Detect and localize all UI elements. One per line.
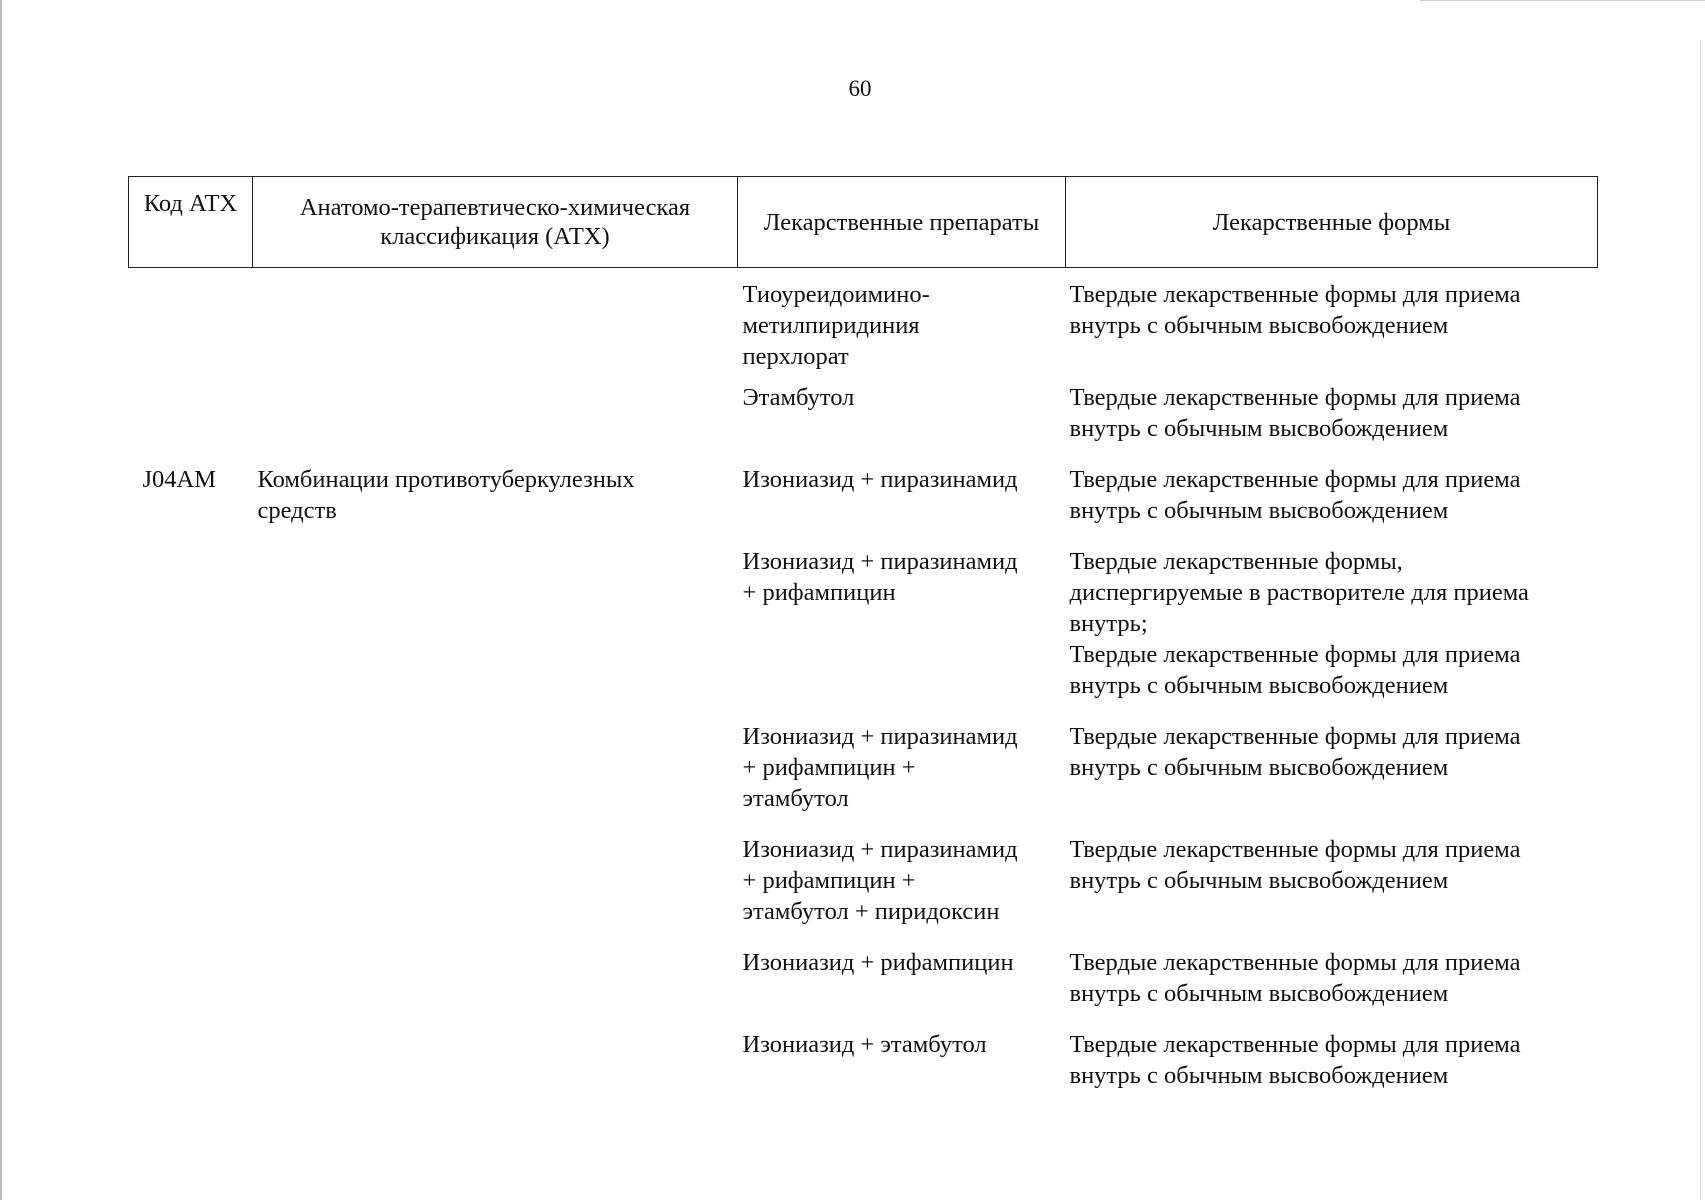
table-header (129, 177, 1598, 268)
drug-line: этамбутол + пиридоксин (742, 898, 1000, 925)
cell-classification (253, 546, 738, 721)
drug-line: Тиоуреидоимино- (742, 281, 930, 308)
form-line: диспергируемые в растворителе для приема (1069, 579, 1529, 606)
cell-code (129, 382, 253, 464)
cell-code (129, 268, 253, 383)
cell-drug (738, 382, 1066, 464)
classification-line: средств (257, 497, 337, 524)
table-row (129, 947, 1598, 1029)
table-row (129, 1029, 1598, 1111)
scan-edge-top (1420, 0, 1705, 1)
cell-form (1066, 1029, 1598, 1111)
cell-form (1066, 721, 1598, 834)
header-classification-line: классификация (АТХ) (380, 223, 610, 250)
form-line: Твердые лекарственные формы для приема (1069, 466, 1521, 493)
scan-edge-left (0, 0, 2, 1200)
cell-drug (738, 834, 1066, 947)
form-line: внутрь с обычным высвобождением (1069, 312, 1449, 339)
form-line: Твердые лекарственные формы для приема (1069, 723, 1521, 750)
cell-form (1066, 382, 1598, 464)
drug-line: этамбутол (742, 785, 849, 812)
form-line: внутрь с обычным высвобождением (1069, 867, 1449, 894)
form-line: внутрь с обычным высвобождением (1069, 980, 1449, 1007)
cell-classification (253, 382, 738, 464)
classification-line: Комбинации противотуберкулезных (257, 466, 635, 493)
form-line: Твердые лекарственные формы для приема (1069, 949, 1521, 976)
table-row (129, 834, 1598, 947)
cell-drug (738, 546, 1066, 721)
form-line: Твердые лекарственные формы для приема (1069, 836, 1521, 863)
form-line: внутрь; (1069, 610, 1148, 637)
cell-drug (738, 721, 1066, 834)
form-line: внутрь с обычным высвобождением (1069, 754, 1449, 781)
form-line: Твердые лекарственные формы для приема (1069, 641, 1521, 668)
drug-line: перхлорат (742, 343, 849, 370)
cell-code (129, 721, 253, 834)
cell-form (1066, 268, 1598, 383)
form-line: внутрь с обычным высвобождением (1069, 415, 1449, 442)
drug-line: Изониазид + пиразинамид (742, 466, 1018, 493)
form-line: Твердые лекарственные формы для приема (1069, 1031, 1521, 1058)
drug-line: Изониазид + рифампицин (742, 949, 1014, 976)
cell-classification (253, 268, 738, 383)
cell-classification (253, 834, 738, 947)
drug-line: Этамбутол (742, 384, 855, 411)
drug-line: Изониазид + пиразинамид (742, 548, 1018, 575)
cell-code (129, 546, 253, 721)
cell-classification (253, 721, 738, 834)
header-row (129, 177, 1598, 268)
drug-line: Изониазид + пиразинамид (742, 723, 1018, 750)
scan-edge-right (1700, 40, 1701, 1200)
drug-line: Изониазид + этамбутол (742, 1031, 987, 1058)
form-line: внутрь с обычным высвобождением (1069, 497, 1449, 524)
cell-code (129, 947, 253, 1029)
cell-classification (253, 947, 738, 1029)
header-forms: Лекарственные формы (1066, 177, 1598, 268)
drug-line: Изониазид + пиразинамид (742, 836, 1018, 863)
drug-line: + рифампицин (742, 579, 896, 606)
table-row (129, 268, 1598, 383)
cell-code (129, 834, 253, 947)
form-line: внутрь с обычным высвобождением (1069, 1062, 1449, 1089)
form-line: Твердые лекарственные формы для приема (1069, 384, 1521, 411)
cell-form (1066, 834, 1598, 947)
cell-form (1066, 947, 1598, 1029)
header-code: Код АТХ (129, 177, 253, 268)
cell-code (129, 1029, 253, 1111)
table-row (129, 721, 1598, 834)
cell-drug (738, 464, 1066, 546)
cell-drug (738, 268, 1066, 383)
drug-line: + рифампицин + (742, 867, 916, 894)
form-line: Твердые лекарственные формы, (1069, 548, 1403, 575)
cell-classification (253, 1029, 738, 1111)
header-classification-line: Анатомо-терапевтическо-химическая (299, 194, 691, 221)
form-line: внутрь с обычным высвобождением (1069, 672, 1449, 699)
atx-table (128, 176, 1598, 1111)
cell-form (1066, 464, 1598, 546)
drug-line: + рифампицин + (742, 754, 916, 781)
cell-form (1066, 546, 1598, 721)
header-drugs: Лекарственные препараты (738, 177, 1066, 268)
drug-line: метилпиридиния (742, 312, 920, 339)
cell-drug (738, 1029, 1066, 1111)
form-line: Твердые лекарственные формы для приема (1069, 281, 1521, 308)
page-number: 60 (848, 76, 872, 101)
cell-classification (253, 464, 738, 546)
table-row (129, 382, 1598, 464)
cell-code: J04AM (142, 466, 217, 493)
table-row (129, 464, 1598, 546)
cell-drug (738, 947, 1066, 1029)
table-row (129, 546, 1598, 721)
header-classification (253, 177, 738, 268)
